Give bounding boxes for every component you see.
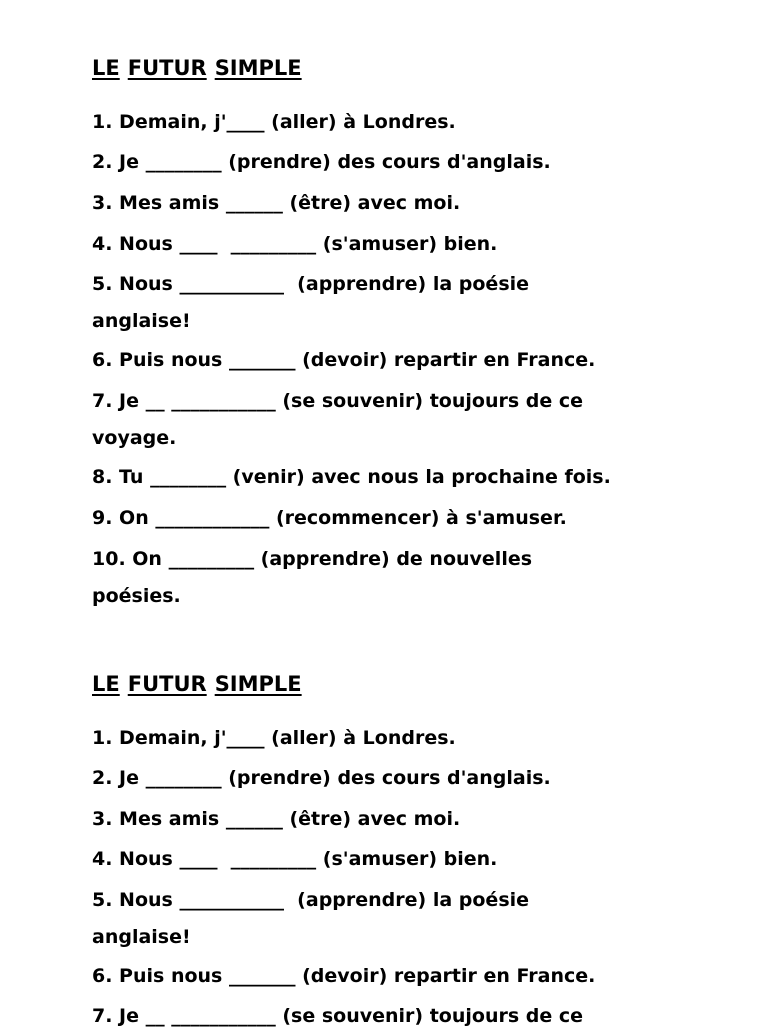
exercise-item-4: 4. Nous ____ _________ (s'amuser) bien.: [92, 848, 498, 870]
section-2-title: [92, 671, 302, 697]
exercise-item-9: 9. On ____________ (recommencer) à s'amuser.: [92, 507, 567, 529]
exercise-item-2: 2. Je ________ (prendre) des cours d'anglais.: [92, 151, 551, 173]
exercise-item-6: 6. Puis nous _______ (devoir) repartir en France.: [92, 349, 596, 371]
title-word: FUTUR: [127, 56, 207, 80]
title-word: LE: [92, 672, 120, 696]
exercise-item-2: 2. Je ________ (prendre) des cours d'anglais.: [92, 767, 551, 789]
section-1-title: [92, 55, 302, 81]
exercise-item-10: 10. On _________ (apprendre) de nouvelles poésies.: [92, 548, 539, 607]
exercise-item-1: 1. Demain, j'____ (aller) à Londres.: [92, 111, 456, 133]
title-word: LE: [92, 56, 120, 80]
exercise-item-4: 4. Nous ____ _________ (s'amuser) bien.: [92, 233, 498, 255]
title-word: FUTUR: [127, 672, 207, 696]
exercise-item-3: 3. Mes amis ______ (être) avec moi.: [92, 192, 461, 214]
exercise-item-7: 7. Je __ ___________ (se souvenir) toujours de ce: [92, 1005, 584, 1027]
exercise-item-3: 3. Mes amis ______ (être) avec moi.: [92, 808, 461, 830]
exercise-item-6: 6. Puis nous _______ (devoir) repartir en France.: [92, 965, 596, 987]
exercise-item-1: 1. Demain, j'____ (aller) à Londres.: [92, 727, 456, 749]
exercise-item-7: 7. Je __ ___________ (se souvenir) toujours de ce voyage.: [92, 390, 590, 449]
title-word: SIMPLE: [214, 672, 302, 696]
exercise-item-8: 8. Tu ________ (venir) avec nous la prochaine fois.: [92, 466, 611, 488]
exercise-item-5: 5. Nous ___________ (apprendre) la poésie anglaise!: [92, 889, 536, 948]
title-word: SIMPLE: [214, 56, 302, 80]
exercise-item-5: 5. Nous ___________ (apprendre) la poésie anglaise!: [92, 273, 536, 332]
